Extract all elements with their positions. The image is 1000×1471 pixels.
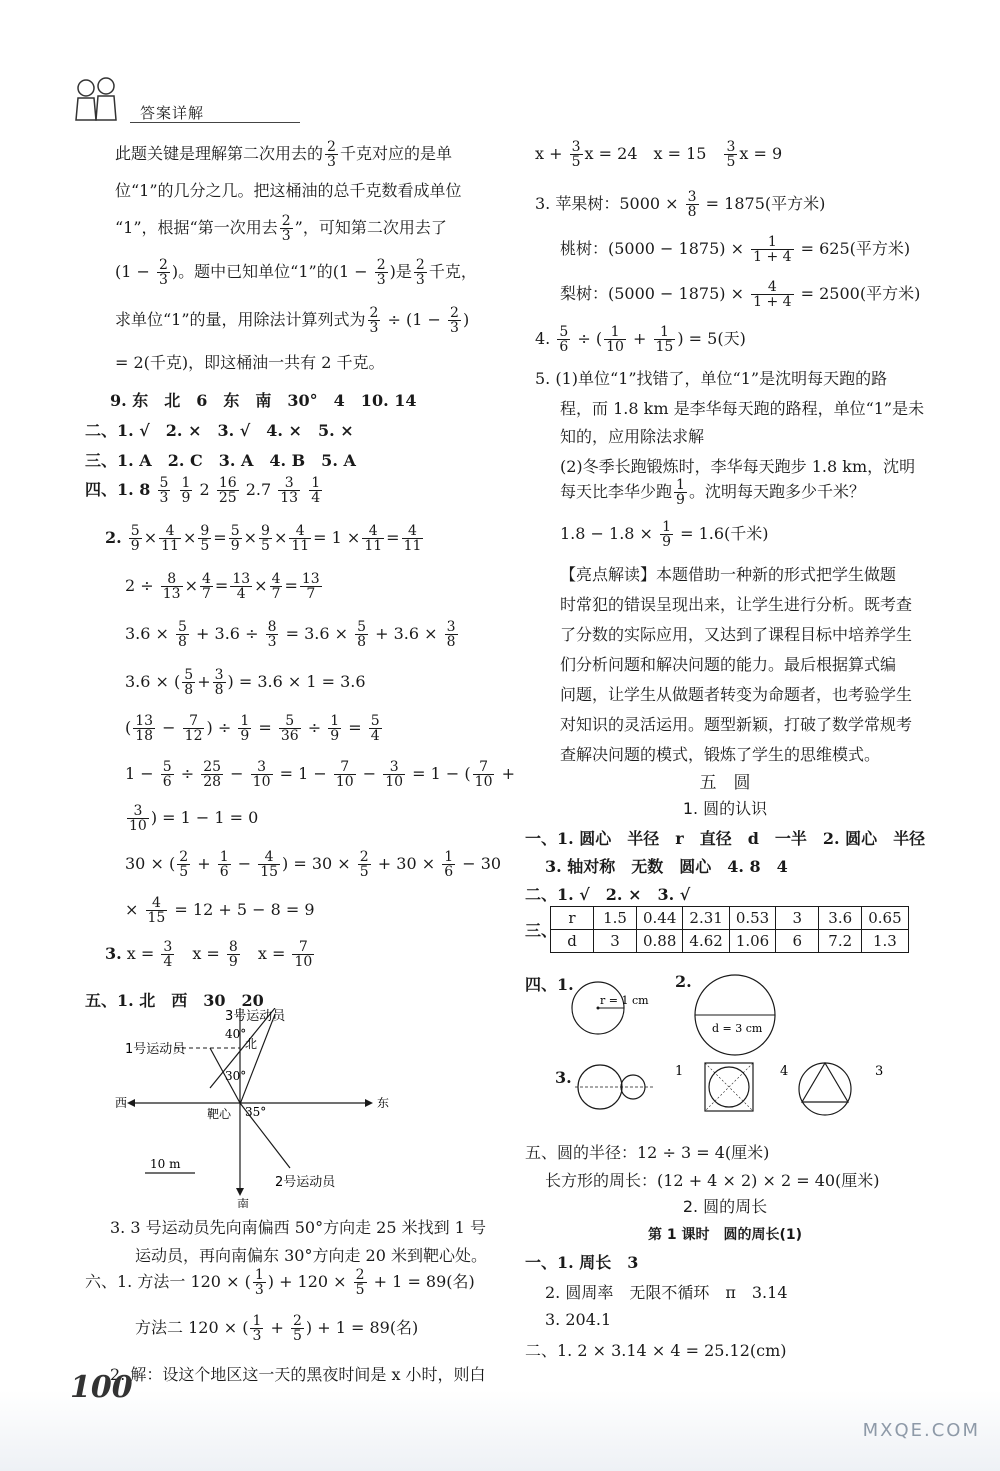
math-line: × $\frac{4}{15}$ = 12 + 5 − 8 = 9: [125, 895, 315, 926]
table-cell: 4.62: [683, 930, 729, 953]
text-line: 五、圆的半径：12 ÷ 3 = 4(厘米): [525, 1143, 770, 1162]
math-line: 30 × ( $\frac{2}{5}$ + $\frac{1}{6}$ − $\frac{4}{15}$ ) = 30 × $\frac{2}{5}$ + 30 × $\frac{1}{6}$ − 30: [125, 849, 502, 880]
answer-line: 二、1. 2 × 3.14 × 4 = 25.12(cm): [525, 1341, 787, 1360]
label-west: 西: [115, 1096, 128, 1110]
text-line: 5. (1)单位“1”找错了，单位“1”是沈明每天跑的路: [535, 369, 888, 388]
math-line: 2. $\frac{5}{9}$ × $\frac{4}{11}$ × $\frac{9}{5}$ = $\frac{5}{9}$ × $\frac{9}{5}$ × $\frac{4}{11}$ = 1 × $\frac{4}{11}$ = $\frac{4}{11}$: [105, 523, 422, 554]
math-line: $\frac{3}{10}$ ) = 1 − 1 = 0: [129, 803, 259, 834]
table-cell: 0.88: [637, 930, 683, 953]
answer-label: 四、1.: [525, 975, 574, 994]
kids-illustration-icon: [68, 76, 128, 126]
sub-lesson-title: 第 1 课时 圆的周长(1): [647, 1227, 803, 1243]
math-line: 3. 苹果树：5000 × $\frac{3}{8}$ = 1875(平方米): [535, 189, 826, 220]
math-line: 3.6 × ( $\frac{5}{8}$ + $\frac{3}{8}$ ) = 3.6 × 1 = 3.6: [125, 667, 366, 698]
math-line: 方法二 120 × ( $\frac{1}{3}$ + $\frac{2}{5}$ ) + 1 = 89(名): [135, 1313, 419, 1344]
label-north: 北: [245, 1037, 258, 1051]
text-line: 长方形的周长：(12 + 4 × 2) × 2 = 40(厘米): [545, 1171, 880, 1190]
math-line: x + $\frac{3}{5}$ x = 24 x = 15 $\frac{3}{5}$ x = 9: [535, 139, 783, 170]
lesson-title: 1. 圆的认识: [682, 799, 768, 818]
table-cell: 1.5: [594, 907, 637, 930]
answer-line: 五、1. 北 西 30 20: [85, 991, 264, 1010]
answer-line: 四、1. 8 $\frac{5}{3}$ $\frac{1}{9}$ 2 $\frac{16}{25}$ 2.7 $\frac{3}{13}$ $\frac{1}{4}$: [85, 475, 321, 506]
answer-line: 9. 东 北 6 东 南 30° 4 10. 14: [110, 391, 417, 410]
label-player-3: 3号运动员: [225, 1009, 286, 1024]
label-angle-35: 35°: [245, 1105, 267, 1119]
text-line: 位“1”的几分之几。把这桶油的总千克数看成单位: [115, 181, 462, 200]
math-line: 桃树：(5000 − 1875) × $\frac{1}{1 + 4}$ = 625(平方米): [560, 234, 911, 265]
lesson-title: 2. 圆的周长: [682, 1197, 768, 1216]
label-target: 靶心: [207, 1107, 232, 1121]
math-line: 4. $\frac{5}{6}$ ÷ ( $\frac{1}{10}$ + $\frac{1}{15}$ ) = 5(天): [535, 324, 746, 355]
label-angle-30: 30°: [225, 1069, 247, 1083]
table-cell: 0.53: [729, 907, 775, 930]
table-header-r: r: [551, 907, 594, 930]
watermark: MXQE.COM: [862, 1420, 980, 1441]
page-number: 100: [70, 1370, 133, 1405]
label-east: 东: [377, 1096, 390, 1110]
text-line: 求单位“1”的量，用除法计算列式为 $\frac{2}{3}$ ÷ (1 − $\frac{2}{3}$ ): [115, 305, 470, 336]
text-line: 3. 3 号运动员先向南偏西 50°方向走 25 米找到 1 号: [110, 1218, 486, 1237]
math-line: 1.8 − 1.8 × $\frac{1}{9}$ = 1.6(千米): [560, 519, 769, 550]
label-player-1: 1号运动员: [125, 1042, 186, 1057]
math-line: 3.6 × $\frac{5}{8}$ + 3.6 ÷ $\frac{8}{3}$ = 3.6 × $\frac{5}{8}$ + 3.6 × $\frac{3}{8}$: [125, 619, 456, 650]
table-cell: 0.44: [637, 907, 683, 930]
fig-number-4: 4: [780, 1064, 789, 1079]
table-cell: 0.65: [862, 907, 908, 930]
text-line: 对知识的灵活运用。题型新颖，打破了数学常规考: [560, 715, 913, 734]
page-header: [60, 70, 260, 130]
answer-label: 2.: [675, 972, 692, 991]
text-line: 们分析问题和解决问题的能力。最后根据算式编: [560, 655, 897, 674]
table-cell: 1.3: [862, 930, 908, 953]
text-line: 知的，应用除法求解: [560, 427, 705, 446]
fig-number-3: 3: [875, 1064, 884, 1079]
answer-line: 二、1. √ 2. × 3. √: [525, 885, 691, 904]
table-cell: 6: [776, 930, 819, 953]
table-cell: 3: [776, 907, 819, 930]
table-row: [551, 930, 909, 953]
text-line: = 2(千克)，即这桶油一共有 2 千克。: [115, 353, 385, 372]
math-line: 3. x = $\frac{3}{4}$ x = $\frac{8}{9}$ x = $\frac{7}{10}$: [105, 939, 313, 970]
label-diameter: d = 3 cm: [712, 1022, 763, 1035]
label-south: 南: [237, 1197, 250, 1208]
math-line: 2 ÷ $\frac{8}{13}$ × $\frac{4}{7}$ = $\frac{13}{4}$ × $\frac{4}{7}$ = $\frac{13}{7}$: [125, 571, 320, 602]
answer-line: 二、1. √ 2. × 3. √ 4. × 5. ×: [85, 421, 354, 440]
text-line: 2. 解：设这个地区这一天的黑夜时间是 x 小时，则白: [110, 1365, 486, 1384]
label-angle-40: 40°: [225, 1027, 247, 1041]
answer-line: 3. 204.1: [545, 1310, 612, 1329]
circle-figure-d: [690, 970, 780, 1060]
label-scale: 10 m: [150, 1157, 181, 1171]
direction-diagram: [115, 1008, 405, 1208]
math-line: 1 − $\frac{5}{6}$ ÷ $\frac{25}{28}$ − $\frac{3}{10}$ = 1 − $\frac{7}{10}$ − $\frac{3}{10}$ = 1 − ( $\frac{7}{10}$ +: [125, 759, 515, 790]
table-cell: 7.2: [819, 930, 862, 953]
radius-diameter-table: [550, 906, 909, 953]
text-line: 问题，让学生从做题者转变为命题者，也考验学生: [560, 685, 913, 704]
text-line: 程，而 1.8 km 是李华每天跑的路程，单位“1”是未: [560, 399, 925, 418]
table-cell: 3: [594, 930, 637, 953]
answer-line: 3. 轴对称 无数 圆心 4. 8 4: [545, 857, 788, 876]
math-line: ( $\frac{13}{18}$ − $\frac{7}{12}$ ) ÷ $\frac{1}{9}$ = $\frac{5}{36}$ ÷ $\frac{1}{9}$ = $\frac{5}{4}$: [125, 713, 380, 744]
text-line: 此题关键是理解第二次用去的 $\frac{2}{3}$ 千克对应的是单: [115, 139, 452, 170]
text-line: 了分数的实际应用，又达到了课程目标中培养学生: [560, 625, 913, 644]
footer-band: [0, 1390, 1000, 1471]
unit-title: 五 圆: [699, 773, 751, 793]
header-title: 答案详解: [140, 104, 205, 122]
math-line: 梨树：(5000 − 1875) × $\frac{4}{1 + 4}$ = 2500(平方米): [560, 279, 921, 310]
answer-line: 一、1. 周长 3: [525, 1253, 639, 1272]
text-line: 时常犯的错误呈现出来，让学生进行分析。既考查: [560, 595, 913, 614]
text-line: 运动员，再向南偏东 30°方向走 20 米到靶心处。: [135, 1246, 487, 1265]
label-player-2: 2号运动员: [275, 1175, 336, 1190]
header-rule: [130, 122, 300, 123]
answer-line: 2. 圆周率 无限不循环 π 3.14: [545, 1283, 788, 1302]
text-line: 每天比李华少跑 $\frac{1}{9}$ 。沈明每天跑多少千米？: [560, 477, 865, 508]
answer-label: 三、: [525, 921, 558, 940]
text-line: (2)冬季长跑锻炼时，李华每天跑步 1.8 km，沈明: [560, 457, 916, 476]
fig-number-1: 1: [675, 1064, 684, 1079]
pattern-figures: [575, 1055, 915, 1125]
answer-label: 3.: [555, 1068, 572, 1087]
table-row: [551, 907, 909, 930]
text-line: “1”，根据“第一次用去 $\frac{2}{3}$ ”，可知第二次用去了: [115, 213, 447, 244]
answer-line: 一、1. 圆心 半径 r 直径 d 一半 2. 圆心 半径: [525, 829, 926, 848]
table-header-d: d: [551, 930, 594, 953]
label-radius: r = 1 cm: [600, 994, 649, 1007]
table-cell: 3.6: [819, 907, 862, 930]
circle-figure-r: [570, 970, 660, 1050]
answer-line: 三、1. A 2. C 3. A 4. B 5. A: [85, 451, 356, 470]
text-line: (1 − $\frac{2}{3}$ )。题中已知单位“1”的(1 − $\frac{2}{3}$ )是 $\frac{2}{3}$ 千克，: [115, 257, 477, 288]
text-line: 查解决问题的模式，锻炼了学生的思维模式。: [560, 745, 881, 764]
text-line: 【亮点解读】本题借助一种新的形式把学生做题: [560, 565, 897, 584]
math-line: 六、1. 方法一 120 × ( $\frac{1}{3}$ ) + 120 × $\frac{2}{5}$ + 1 = 89(名): [85, 1267, 475, 1298]
table-cell: 1.06: [729, 930, 775, 953]
table-cell: 2.31: [683, 907, 729, 930]
